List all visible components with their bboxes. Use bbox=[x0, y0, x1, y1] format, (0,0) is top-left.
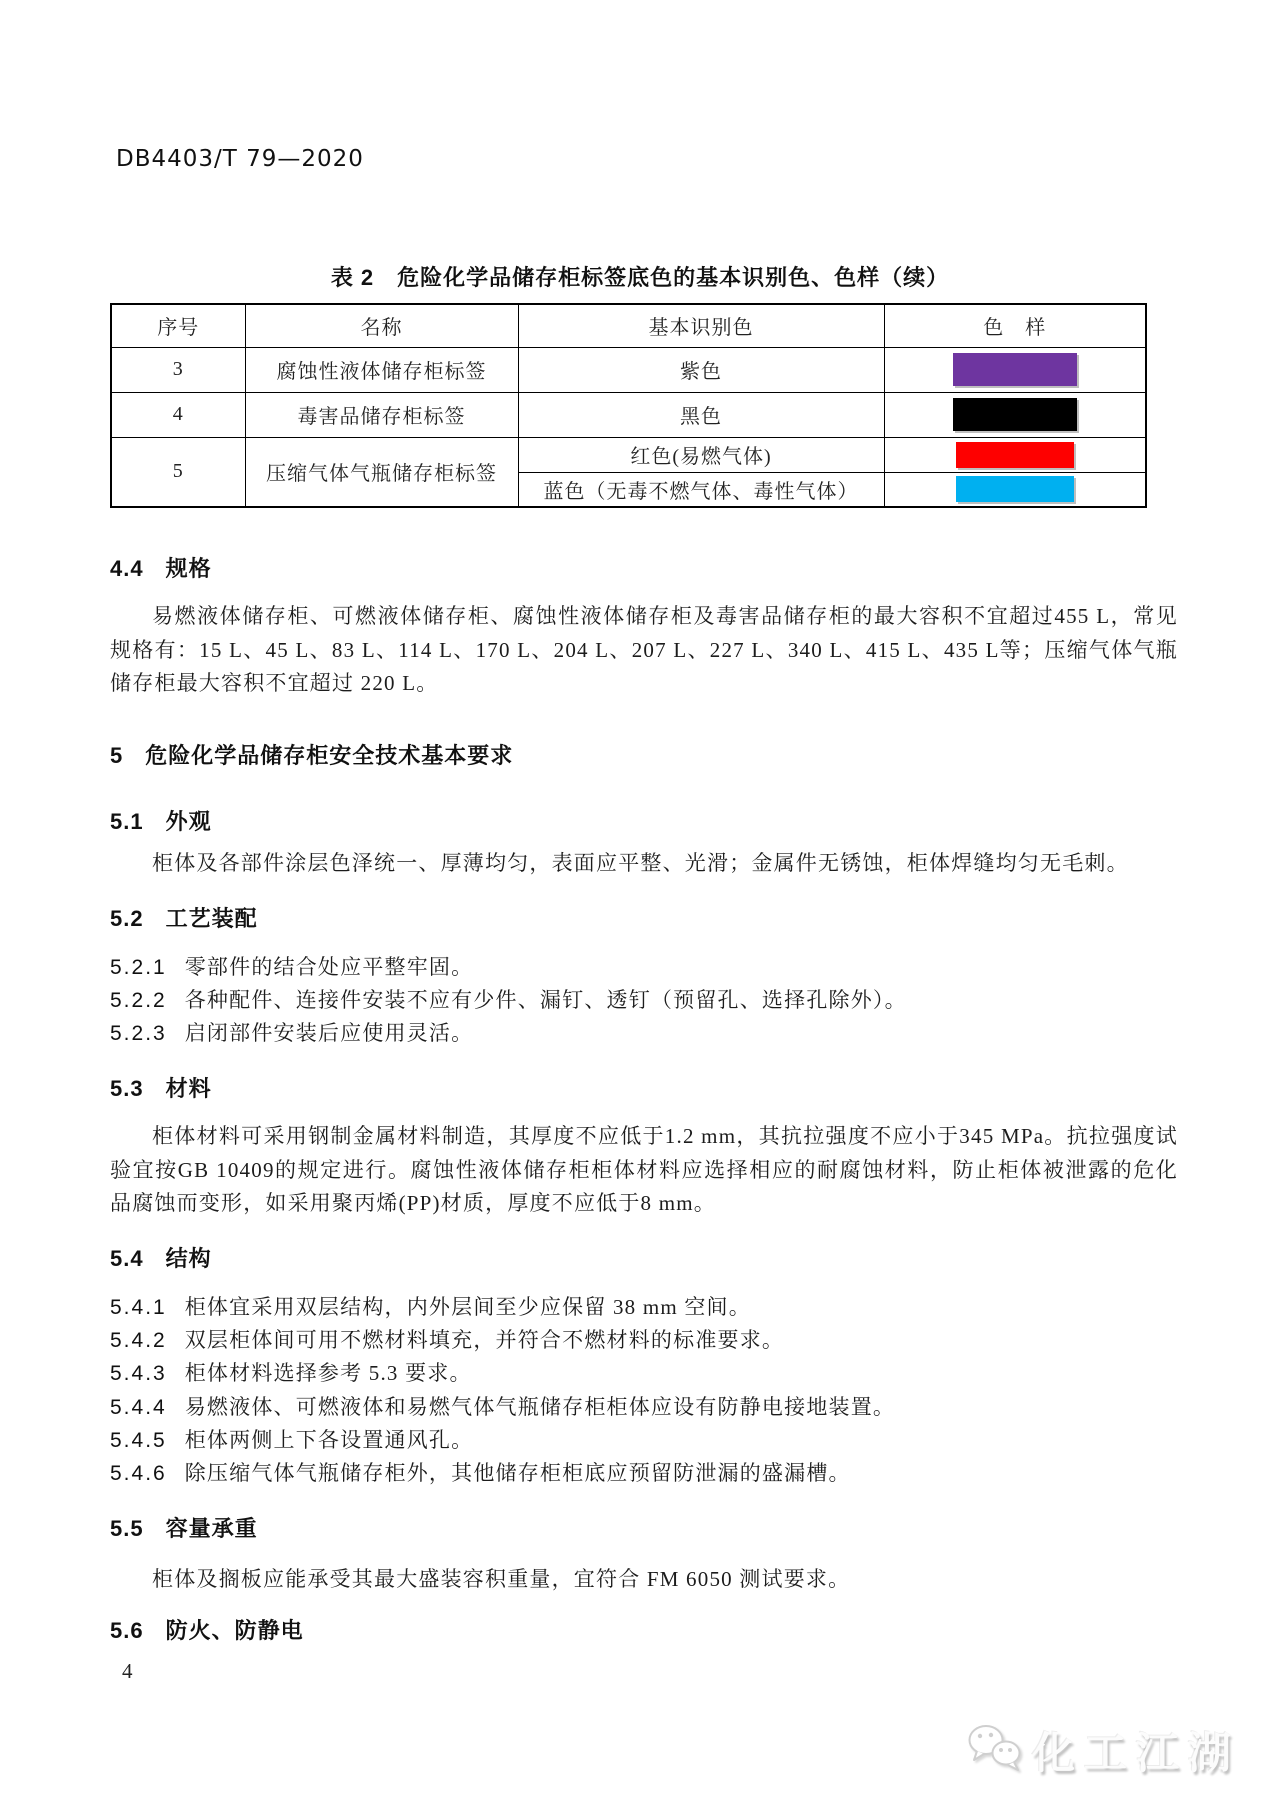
section-5-1-paragraph: 柜体及各部件涂层色泽统一、厚薄均匀，表面应平整、光滑；金属件无锈蚀，柜体焊缝均匀无毛刺。 bbox=[152, 851, 1129, 875]
cell-swatch bbox=[884, 392, 1146, 437]
cell-color-label: 蓝色（无毒不燃气体、毒性气体） bbox=[518, 472, 884, 507]
cell-name: 压缩气体气瓶储存柜标签 bbox=[245, 437, 518, 507]
section-number: 5 bbox=[110, 743, 124, 768]
cell-index: 4 bbox=[111, 392, 245, 437]
section-title: 外观 bbox=[165, 809, 212, 834]
clause-text: 易燃液体、可燃液体和易燃气体气瓶储存柜柜体应设有防静电接地装置。 bbox=[184, 1394, 896, 1419]
brand-text: 化工江湖 bbox=[1032, 1730, 1240, 1778]
label-color-table bbox=[110, 303, 1147, 508]
section-5-4-clauses bbox=[110, 1291, 1178, 1490]
cell-name: 毒害品储存柜标签 bbox=[245, 392, 518, 437]
section-heading-5 bbox=[110, 739, 1178, 770]
clause-text: 零部件的结合处应平整牢固。 bbox=[184, 955, 474, 979]
clause-5-4-3 bbox=[110, 1357, 1178, 1390]
section-5-5-paragraph: 柜体及搁板应能承受其最大盛装容积重量，宜符合 FM 6050 测试要求。 bbox=[152, 1567, 851, 1591]
cell-name: 腐蚀性液体储存柜标签 bbox=[245, 347, 518, 392]
brand-watermark bbox=[964, 1720, 1240, 1781]
clause-5-2-3 bbox=[110, 1017, 1178, 1050]
section-title: 规格 bbox=[165, 556, 212, 581]
clause-5-2-2 bbox=[110, 984, 1178, 1017]
section-number: 5.6 bbox=[110, 1618, 144, 1643]
clause-number: 5.2.3 bbox=[110, 1022, 167, 1046]
section-5-2-clauses bbox=[110, 951, 1178, 1051]
cell-index: 5 bbox=[111, 437, 245, 507]
cell-swatch bbox=[884, 347, 1146, 392]
section-title: 危险化学品储存柜安全技术基本要求 bbox=[145, 743, 514, 768]
cell-color-label: 黑色 bbox=[518, 392, 884, 437]
section-4-4-paragraph: 易燃液体储存柜、可燃液体储存柜、腐蚀性液体储存柜及毒害品储存柜的最大容积不宜超过455 L，常见规格有：15 L、45 L、83 L、114 L、170 L、204 L、207 L、227 L、340 L、415 L、435 L等；压缩气体气瓶储存柜最大容积不宜超过 220 L。 bbox=[110, 604, 1178, 695]
table-title: 表 2 危险化学品储存柜标签底色的基本识别色、色样（续） bbox=[330, 265, 950, 290]
section-number: 4.4 bbox=[110, 556, 144, 581]
section-heading-5-4 bbox=[110, 1242, 1178, 1273]
section-number: 5.5 bbox=[110, 1516, 144, 1541]
table-row bbox=[111, 437, 1146, 472]
section-number: 5.2 bbox=[110, 906, 144, 931]
section-number: 5.1 bbox=[110, 809, 144, 834]
section-heading-5-3 bbox=[110, 1072, 1178, 1103]
section-5-3-paragraph: 柜体材料可采用钢制金属材料制造，其厚度不应低于1.2 mm，其抗拉强度不应小于345 MPa。抗拉强度试验宜按GB 10409的规定进行。腐蚀性液体储存柜柜体材料应选择相应的耐腐蚀材料，防止柜体被泄露的危化品腐蚀而变形，如采用聚丙烯(PP)材质，厚度不应低于8 mm。 bbox=[110, 1124, 1178, 1215]
section-title: 防火、防静电 bbox=[165, 1618, 304, 1643]
clause-5-2-1 bbox=[110, 951, 1178, 984]
col-header-basic-color: 基本识别色 bbox=[518, 304, 884, 347]
doc-code: DB4403/T 79—2020 bbox=[116, 146, 364, 172]
clause-text: 各种配件、连接件安装不应有少件、漏钉、透钉（预留孔、选择孔除外）。 bbox=[184, 988, 907, 1013]
clause-text: 除压缩气体气瓶储存柜外，其他储存柜柜底应预留防泄漏的盛漏槽。 bbox=[184, 1461, 851, 1486]
table-header-row bbox=[111, 304, 1146, 347]
section-number: 5.3 bbox=[110, 1076, 144, 1101]
section-heading-5-2 bbox=[110, 902, 1178, 933]
clause-text: 柜体两侧上下各设置通风孔。 bbox=[184, 1427, 474, 1452]
wechat-bubbles-icon bbox=[964, 1721, 1026, 1780]
clause-number: 5.4.3 bbox=[110, 1362, 167, 1386]
cell-index: 3 bbox=[111, 347, 245, 392]
cell-color-label: 红色(易燃气体) bbox=[518, 437, 884, 472]
table-row bbox=[111, 347, 1146, 392]
color-swatch-blue bbox=[956, 476, 1074, 502]
color-swatch-purple bbox=[953, 353, 1077, 386]
clause-text: 柜体宜采用双层结构，内外层间至少应保留 38 mm 空间。 bbox=[184, 1295, 751, 1319]
cell-swatch bbox=[884, 472, 1146, 507]
section-title: 工艺装配 bbox=[165, 906, 258, 931]
section-title: 容量承重 bbox=[165, 1516, 258, 1541]
section-title: 结构 bbox=[165, 1246, 212, 1271]
cell-swatch bbox=[884, 437, 1146, 472]
clause-5-4-1 bbox=[110, 1291, 1178, 1324]
color-swatch-black bbox=[953, 398, 1077, 431]
cell-color-label: 紫色 bbox=[518, 347, 884, 392]
clause-5-4-5 bbox=[110, 1424, 1178, 1457]
col-header-index: 序号 bbox=[111, 304, 245, 347]
clause-number: 5.4.2 bbox=[110, 1329, 167, 1353]
clause-number: 5.4.1 bbox=[110, 1296, 167, 1319]
clause-text: 双层柜体间可用不燃材料填充，并符合不燃材料的标准要求。 bbox=[184, 1328, 785, 1353]
clause-5-4-6 bbox=[110, 1457, 1178, 1490]
color-swatch-red bbox=[956, 442, 1074, 468]
clause-number: 5.4.5 bbox=[110, 1428, 167, 1452]
table-row bbox=[111, 392, 1146, 437]
col-header-name: 名称 bbox=[245, 304, 518, 347]
clause-number: 5.4.4 bbox=[110, 1395, 167, 1419]
section-heading-5-1 bbox=[110, 805, 1178, 836]
clause-number: 5.2.1 bbox=[110, 956, 167, 979]
section-heading-4-4 bbox=[110, 552, 1178, 583]
clause-text: 柜体材料选择参考 5.3 要求。 bbox=[184, 1361, 472, 1386]
col-header-sample: 色 样 bbox=[884, 304, 1146, 347]
section-number: 5.4 bbox=[110, 1246, 144, 1271]
section-title: 材料 bbox=[165, 1076, 212, 1101]
page-number: 4 bbox=[122, 1659, 133, 1683]
section-heading-5-6 bbox=[110, 1614, 1178, 1645]
clause-text: 启闭部件安装后应使用灵活。 bbox=[184, 1021, 474, 1046]
section-heading-5-5 bbox=[110, 1512, 1178, 1543]
clause-5-4-4 bbox=[110, 1391, 1178, 1424]
clause-number: 5.2.2 bbox=[110, 989, 167, 1013]
clause-5-4-2 bbox=[110, 1324, 1178, 1357]
clause-number: 5.4.6 bbox=[110, 1462, 167, 1486]
